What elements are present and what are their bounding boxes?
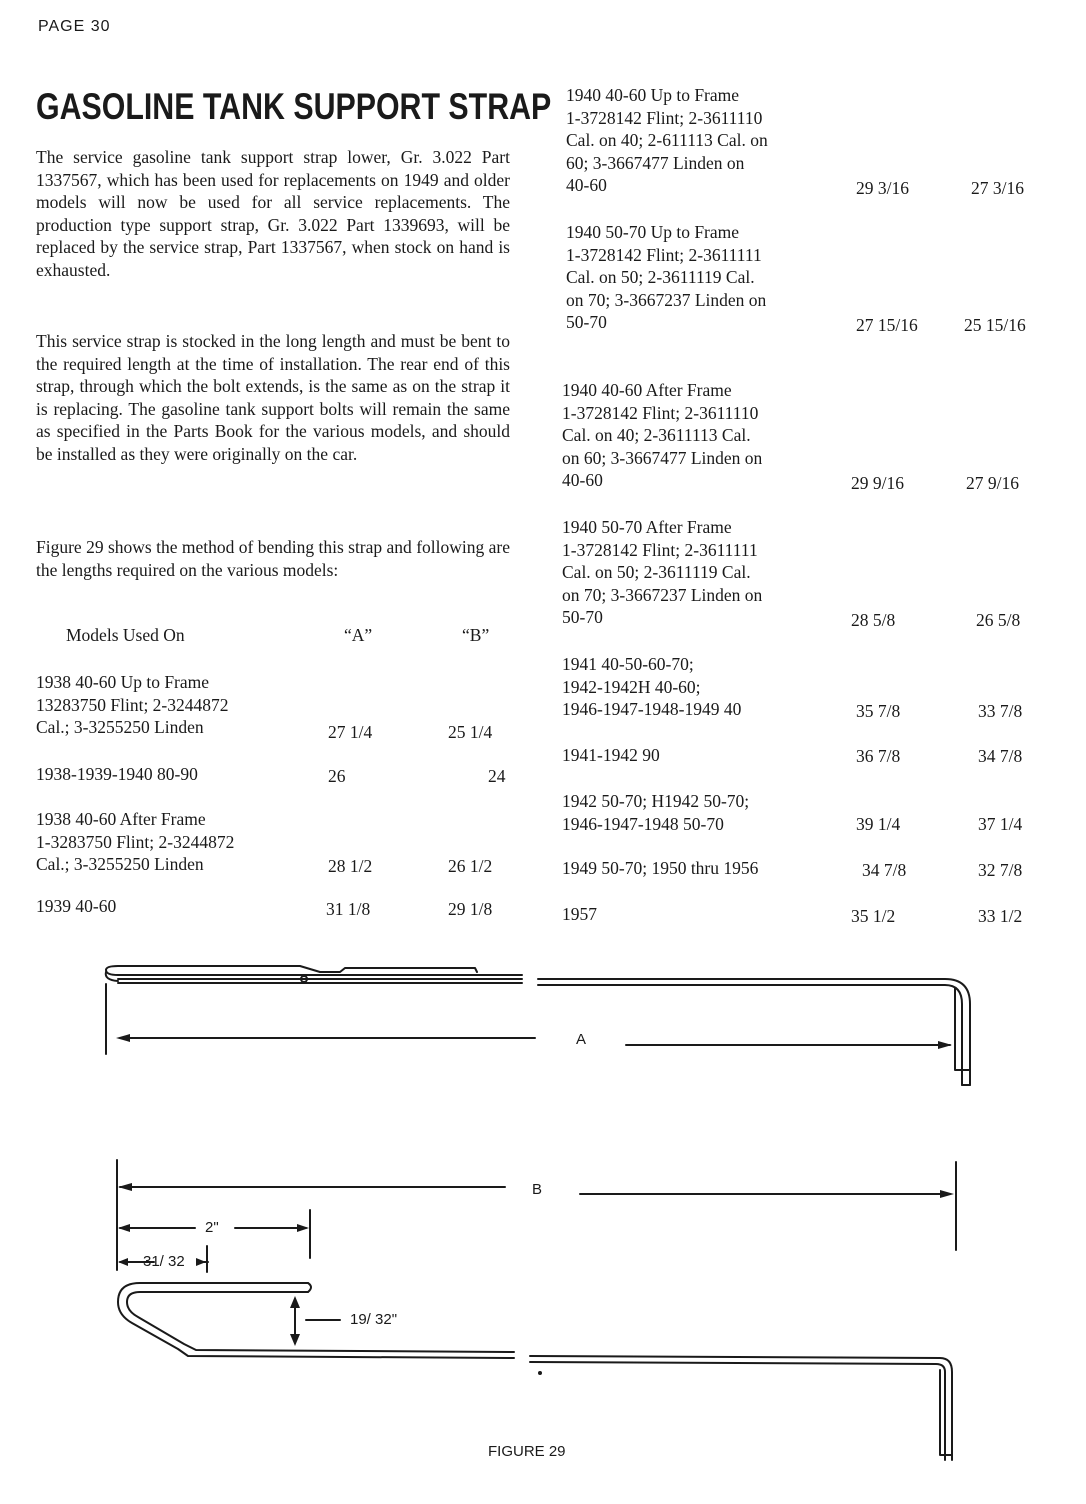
column-header-a: “A” <box>344 625 373 645</box>
row-model: 1942 50-70; H1942 50-70; 1946-1947-1948 50-70 <box>562 791 750 834</box>
strap-b-drawing <box>117 1160 956 1460</box>
row-model: 1940 40-60 Up to Frame 1-3728142 Flint; 2-3611110 Cal. on 40; 2-611113 Cal. on 60; 3-3667477 Linden on 40-60 <box>566 85 768 196</box>
row-value-b: 27 9/16 <box>966 473 1019 493</box>
arrow-2in-right <box>297 1224 309 1232</box>
row-model: 1938 40-60 Up to Frame 13283750 Flint; 2-3244872 Cal.; 3-3255250 Linden <box>36 672 229 738</box>
row-value-a: 29 3/16 <box>856 178 909 198</box>
row-model: 1938 40-60 After Frame 1-3283750 Flint; 2-3244872 Cal.; 3-3255250 Linden <box>36 809 235 875</box>
row-value-a: 39 1/4 <box>856 814 901 834</box>
row-value-a: 36 7/8 <box>856 746 901 766</box>
arrow-a-left <box>116 1034 130 1042</box>
row-value-a: 28 5/8 <box>851 610 896 630</box>
row-value-b: 34 7/8 <box>978 746 1023 766</box>
arrow-2in-left <box>118 1224 130 1232</box>
row-value-a: 27 1/4 <box>328 722 373 742</box>
row-model: 1940 50-70 After Frame 1-3728142 Flint; 2-3611111 Cal. on 50; 2-3611119 Cal. on 70; 3-3667237 Linden on 50-70 <box>562 517 763 628</box>
dimension-31-32-label: 31/ 32 <box>143 1253 185 1270</box>
row-model: 1941 40-50-60-70; 1942-1942H 40-60; 1946-1947-1948-1949 40 <box>562 654 742 720</box>
arrow-31-32-left <box>118 1258 128 1266</box>
row-value-b: 27 3/16 <box>971 178 1024 198</box>
figure-caption: FIGURE 29 <box>488 1443 566 1460</box>
paragraph-2-text: This service strap is stocked in the long length and must be bent to the required length at the time of installation. The rear end of this strap, through which the bolt extends, is the same as on the strap it is replacing. The gasoline tank support bolts will remain the same as specified in the Parts Book for the various models, and should be installed as they were originally on the car. <box>36 331 510 464</box>
row-model: 1938-1939-1940 80-90 <box>36 764 198 784</box>
row-value-b: 26 5/8 <box>976 610 1021 630</box>
row-value-b: 33 1/2 <box>978 906 1023 926</box>
arrow-31-32-right <box>196 1258 206 1266</box>
column-header-models: Models Used On <box>66 625 185 645</box>
page-number: PAGE 30 <box>38 18 111 35</box>
row-value-a: 35 7/8 <box>856 701 901 721</box>
row-value-a: 27 15/16 <box>856 315 918 335</box>
row-value-b: 33 7/8 <box>978 701 1023 721</box>
paragraph-3-text: Figure 29 shows the method of bending this strap and following are the lengths required on the various models: <box>36 537 510 580</box>
row-value-b: 26 1/2 <box>448 856 493 876</box>
row-value-a: 29 9/16 <box>851 473 904 493</box>
row-value-b: 24 <box>488 766 506 786</box>
row-value-b: 37 1/4 <box>978 814 1023 834</box>
dimension-a-label: A <box>576 1031 587 1048</box>
column-header-b: “B” <box>462 625 490 645</box>
row-value-a: 31 1/8 <box>326 899 371 919</box>
row-model: 1939 40-60 <box>36 896 117 916</box>
paragraph-1-text: The service gasoline tank support strap lower, Gr. 3.022 Part 1337567, which has been used for replacements on 1949 and older models will now be used for all service replacements. The production type support strap, Gr. 3.022 Part 1339693, will be replaced by the service strap, Part 1337567, when stock on hand is exhausted. <box>36 147 510 280</box>
row-value-a: 28 1/2 <box>328 856 373 876</box>
row-value-a: 35 1/2 <box>851 906 896 926</box>
row-model: 1940 50-70 Up to Frame 1-3728142 Flint; 2-3611111 Cal. on 50; 2-3611119 Cal. on 70; 3-3667237 Linden on 50-70 <box>566 222 767 333</box>
arrow-19-32-down <box>290 1334 300 1346</box>
row-model: 1941-1942 90 <box>562 745 660 765</box>
row-value-a: 34 7/8 <box>862 860 907 880</box>
page-title: GASOLINE TANK SUPPORT STRAP <box>36 86 552 127</box>
row-value-a: 26 <box>328 766 346 786</box>
row-model: 1940 40-60 After Frame 1-3728142 Flint; 2-3611110 Cal. on 40; 2-3611113 Cal. on 60; 3-3667477 Linden on 40-60 <box>562 380 763 491</box>
arrow-b-right <box>940 1190 954 1198</box>
strap-a-drawing <box>106 966 970 1085</box>
arrow-19-32-up <box>290 1296 300 1308</box>
row-value-b: 25 15/16 <box>964 315 1026 335</box>
dimension-2in-label: 2" <box>205 1219 219 1236</box>
arrow-b-left <box>118 1183 132 1191</box>
row-value-b: 25 1/4 <box>448 722 493 742</box>
arrow-a-right <box>938 1041 952 1049</box>
row-model: 1949 50-70; 1950 thru 1956 <box>562 858 759 878</box>
row-value-b: 29 1/8 <box>448 899 493 919</box>
dimension-b-label: B <box>532 1181 543 1198</box>
row-model: 1957 <box>562 904 597 924</box>
dimension-19-32-label: 19/ 32" <box>350 1311 398 1328</box>
row-value-b: 32 7/8 <box>978 860 1023 880</box>
